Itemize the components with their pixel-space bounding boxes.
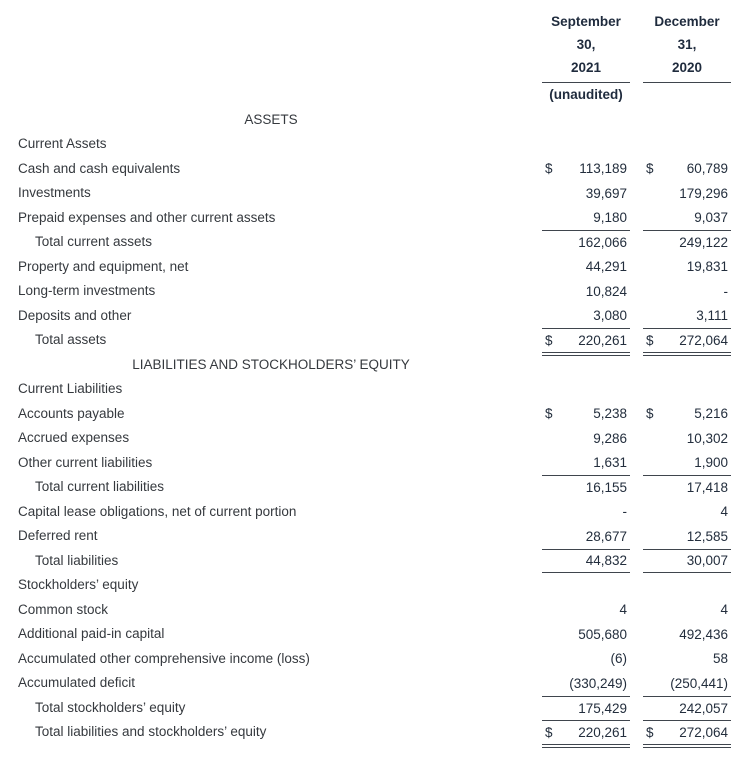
row-label: Accrued expenses	[18, 430, 130, 445]
value-2020: 9,037	[694, 210, 728, 226]
value-2020: 3,111	[696, 308, 728, 324]
value-2020: 58	[712, 651, 728, 667]
table-row	[0, 598, 745, 623]
value-2021-cell	[542, 475, 630, 500]
value-2020: 1,900	[694, 455, 728, 471]
value-2020: (250,441)	[670, 675, 728, 691]
table-row	[0, 377, 745, 402]
section-heading: ASSETS	[244, 111, 298, 127]
value-2020-cell	[643, 622, 731, 647]
value-2021: 1,631	[593, 455, 627, 471]
row-label: Investments	[18, 185, 91, 200]
table-row	[0, 549, 745, 574]
currency-symbol: $	[646, 332, 654, 348]
section-heading-row	[0, 353, 745, 378]
table-row	[0, 696, 745, 721]
row-label: Total liabilities and stockholders’ equity	[35, 724, 267, 739]
table-row	[0, 647, 745, 672]
value-2020: 272,064	[679, 332, 728, 348]
value-2020-cell	[643, 671, 731, 696]
row-label: Total current liabilities	[35, 479, 165, 494]
value-2020-cell	[643, 696, 731, 721]
value-2021-cell	[542, 622, 630, 647]
value-2021: 44,291	[585, 259, 627, 275]
value-2021-cell	[542, 279, 630, 304]
value-2021: 16,155	[585, 480, 627, 496]
value-2021: 220,261	[578, 724, 627, 740]
column-header-line: 31,	[677, 37, 697, 52]
table-row	[0, 573, 745, 598]
row-label: Property and equipment, net	[18, 258, 189, 274]
table-row	[0, 500, 745, 525]
value-2021: 3,080	[593, 308, 627, 324]
value-2021: 44,832	[585, 553, 627, 569]
value-2021-cell	[542, 328, 630, 353]
value-2021-cell	[542, 206, 630, 231]
column-header-line: December	[654, 14, 720, 29]
value-2021-cell	[542, 157, 630, 182]
table-row	[0, 132, 745, 157]
table-row	[0, 230, 745, 255]
unaudited-row	[0, 83, 745, 108]
value-2020-cell	[643, 451, 731, 476]
column-header-sep-30-2021	[542, 10, 630, 83]
value-2021: 4	[619, 602, 627, 618]
row-label: Stockholders’ equity	[18, 577, 139, 592]
table-row	[0, 475, 745, 500]
table-row	[0, 622, 745, 647]
table-row	[0, 304, 745, 329]
column-header-line: 2021	[570, 60, 602, 75]
column-header-line: 2020	[671, 60, 703, 75]
value-2021-cell	[542, 549, 630, 574]
value-2020: 492,436	[679, 626, 728, 642]
row-label: Total assets	[35, 332, 107, 347]
value-2020-cell	[643, 647, 731, 672]
value-2021-cell	[542, 647, 630, 672]
value-2020: 12,585	[686, 528, 728, 544]
table-row	[0, 720, 745, 745]
value-2020-cell	[643, 475, 731, 500]
value-2021: 113,189	[579, 161, 627, 177]
row-label: Total liabilities	[35, 552, 119, 568]
row-label: Long-term investments	[18, 283, 156, 298]
row-label: Other current liabilities	[18, 454, 153, 470]
value-2020: 4	[720, 602, 728, 618]
value-2021: 10,824	[585, 283, 627, 299]
row-label: Total stockholders’ equity	[35, 699, 186, 715]
value-2021-cell	[542, 304, 630, 329]
value-2020-cell	[643, 304, 731, 329]
table-row	[0, 328, 745, 353]
value-2020-cell	[643, 328, 731, 353]
value-2021: 162,066	[578, 235, 627, 251]
value-2020-cell	[643, 279, 731, 304]
value-2020-cell	[643, 426, 731, 451]
row-label: Total current assets	[35, 234, 153, 249]
value-2020-cell	[643, 500, 731, 525]
value-2021-cell	[542, 720, 630, 745]
value-2021-cell	[542, 402, 630, 427]
currency-symbol: $	[545, 332, 553, 348]
row-label: Accounts payable	[18, 405, 125, 421]
value-2021-cell	[542, 598, 630, 623]
column-header-dec-31-2020	[643, 10, 731, 83]
table-row	[0, 181, 745, 206]
value-2021: (6)	[610, 651, 627, 667]
value-2021-cell	[542, 451, 630, 476]
value-2020: 10,302	[686, 430, 728, 446]
value-2021-cell	[542, 230, 630, 255]
unaudited-note: (unaudited)	[549, 87, 623, 103]
currency-symbol: $	[545, 406, 553, 422]
row-label: Prepaid expenses and other current assets	[18, 209, 276, 225]
column-header-line: 30,	[576, 37, 596, 52]
row-label: Current Assets	[18, 136, 107, 151]
value-2020-cell	[643, 598, 731, 623]
value-2020: 19,831	[686, 259, 728, 275]
currency-symbol: $	[646, 724, 654, 740]
value-2021-cell	[542, 524, 630, 549]
value-2020: -	[723, 283, 728, 299]
value-2020: 5,216	[694, 406, 728, 422]
table-row	[0, 157, 745, 182]
table-row	[0, 451, 745, 476]
value-2020-cell	[643, 402, 731, 427]
value-2021-cell	[542, 500, 630, 525]
value-2020: 4	[720, 504, 728, 520]
column-header-line: September	[551, 14, 621, 29]
row-label: Common stock	[18, 601, 109, 617]
section-heading: LIABILITIES AND STOCKHOLDERS’ EQUITY	[132, 356, 410, 372]
currency-symbol: $	[545, 161, 553, 177]
value-2020-cell	[643, 206, 731, 231]
value-2021-cell	[542, 255, 630, 280]
table-row	[0, 402, 745, 427]
value-2020-cell	[643, 549, 731, 574]
currency-symbol: $	[646, 406, 654, 422]
value-2021: 9,286	[593, 430, 627, 446]
value-2020-cell	[643, 157, 731, 182]
row-label: Accumulated other comprehensive income (loss)	[18, 650, 310, 666]
value-2020: 272,064	[679, 724, 728, 740]
section-heading-row	[0, 108, 745, 133]
currency-symbol: $	[545, 724, 553, 740]
value-2021: -	[622, 504, 627, 520]
row-label: Additional paid-in capital	[18, 626, 165, 641]
value-2021: 5,238	[593, 406, 627, 422]
row-label: Capital lease obligations, net of current portion	[18, 503, 297, 519]
table-row	[0, 524, 745, 549]
value-2020: 249,122	[679, 235, 728, 251]
value-2021-cell	[542, 181, 630, 206]
value-2020: 17,418	[686, 480, 728, 496]
value-2020-cell	[643, 720, 731, 745]
row-label: Cash and cash equivalents	[18, 160, 181, 176]
value-2021: 175,429	[578, 700, 627, 716]
value-2021: 9,180	[593, 210, 627, 226]
row-label: Current Liabilities	[18, 381, 123, 396]
row-label: Deposits and other	[18, 307, 132, 323]
value-2021-cell	[542, 426, 630, 451]
value-2021: 220,261	[578, 332, 627, 348]
value-2020: 60,789	[686, 161, 728, 177]
value-2021: 39,697	[585, 185, 627, 201]
value-2020-cell	[643, 255, 731, 280]
row-label: Deferred rent	[18, 528, 98, 543]
balance-sheet-rows	[0, 108, 745, 745]
value-2021: 505,680	[578, 626, 627, 642]
value-2020-cell	[643, 524, 731, 549]
value-2020: 179,296	[679, 185, 728, 201]
table-header	[0, 10, 745, 83]
value-2020: 242,057	[679, 700, 728, 716]
table-row	[0, 426, 745, 451]
table-row	[0, 671, 745, 696]
value-2020: 30,007	[686, 553, 728, 569]
value-2020-cell	[643, 181, 731, 206]
value-2021: 28,677	[585, 528, 627, 544]
table-row	[0, 279, 745, 304]
row-label: Accumulated deficit	[18, 675, 136, 690]
value-2021-cell	[542, 671, 630, 696]
value-2021: (330,249)	[569, 675, 627, 691]
value-2020-cell	[643, 230, 731, 255]
table-row	[0, 255, 745, 280]
currency-symbol: $	[646, 161, 654, 177]
table-row	[0, 206, 745, 231]
value-2021-cell	[542, 696, 630, 721]
